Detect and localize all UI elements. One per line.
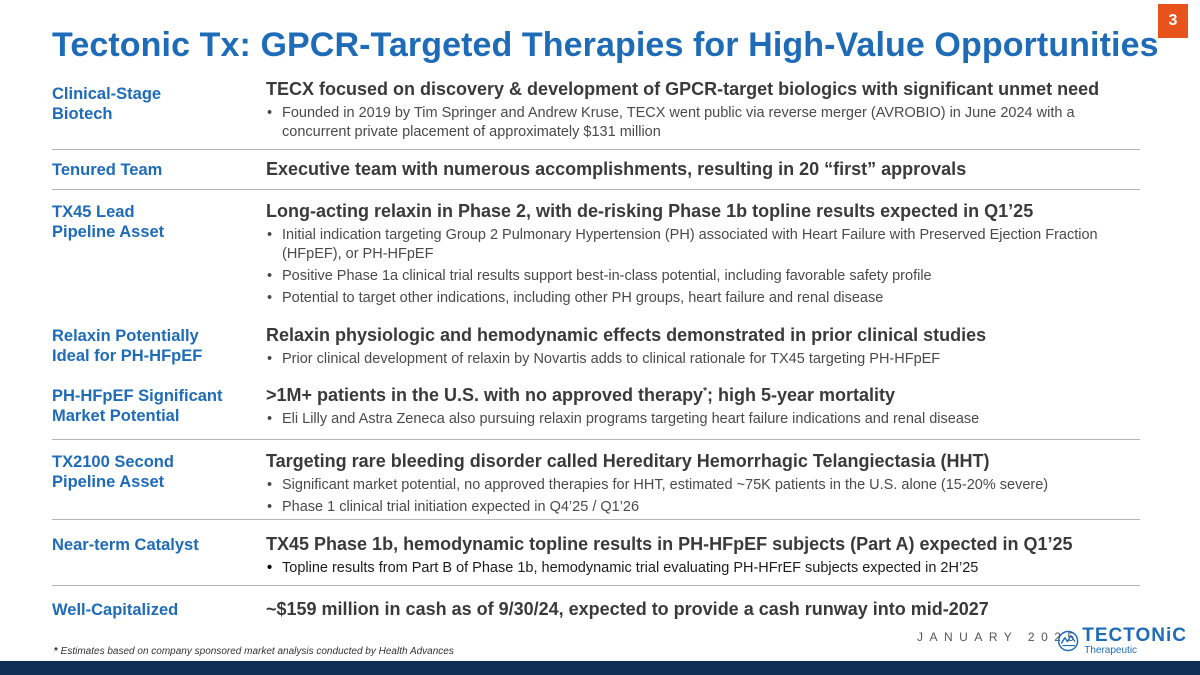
headline-text: >1M+ patients in the U.S. with no approved therapy xyxy=(266,385,704,405)
row-label-line: TX2100 Second xyxy=(52,453,174,471)
row-tx45-lead xyxy=(52,190,1140,324)
bottom-bar xyxy=(0,661,1200,675)
content-table xyxy=(52,78,1140,630)
footnote xyxy=(54,646,454,657)
row-content xyxy=(266,200,1140,324)
row-label-line: Clinical-Stage xyxy=(52,85,162,103)
slide-title: Tectonic Tx: GPCR-Targeted Therapies for High-Value Opportunities xyxy=(52,26,1159,64)
bullet-item: • Topline results from Part B of Phase 1b, hemodynamic trial evaluating PH-HFrEF subjects expected in 2H’25 xyxy=(266,559,1140,578)
row-label-line: Pipeline Asset xyxy=(52,223,165,241)
tectonic-logo-icon xyxy=(1057,624,1079,658)
row-headline: Executive team with numerous accomplishments, resulting in 20 “first” approvals xyxy=(266,159,967,179)
row-near-term-catalyst xyxy=(52,520,1140,586)
bullet-item: • Initial indication targeting Group 2 Pulmonary Hypertension (PH) associated with Heart Failure with Preserved Ejection Fraction (HFpEF), or PH-HFpEF xyxy=(266,226,1140,264)
row-headline: ~$159 million in cash as of 9/30/24, expected to provide a cash runway into mid-2027 xyxy=(266,599,989,619)
bullet-list xyxy=(266,350,1140,369)
bullet-item: • Eli Lilly and Astra Zeneca also pursuing relaxin programs targeting heart failure indications and renal disease xyxy=(266,410,1140,429)
bullet-list xyxy=(266,104,1140,142)
row-label-line: Market Potential xyxy=(52,407,180,425)
row-tx2100 xyxy=(52,440,1140,520)
row-label: Well-Capitalized xyxy=(52,601,179,619)
bullet-item: • Prior clinical development of relaxin by Novartis adds to clinical rationale for TX45 targeting PH-HFpEF xyxy=(266,350,1140,369)
row-relaxin-ideal xyxy=(52,324,1140,384)
bullet-item: • Phase 1 clinical trial initiation expected in Q4’25 / Q1’26 xyxy=(266,498,1140,517)
row-label: Near-term Catalyst xyxy=(52,536,199,554)
row-label-line: TX45 Lead xyxy=(52,203,135,221)
row-headline: Long-acting relaxin in Phase 2, with de-risking Phase 1b topline results expected in Q1’25 xyxy=(266,201,1034,221)
row-headline: TX45 Phase 1b, hemodynamic topline results in PH-HFpEF subjects (Part A) expected in Q1’25 xyxy=(266,534,1073,554)
row-label xyxy=(52,200,266,324)
row-market-potential xyxy=(52,384,1140,440)
row-content xyxy=(266,598,1140,630)
row-content xyxy=(266,533,1140,586)
row-label xyxy=(52,450,266,520)
logo-name: TECTONiC xyxy=(1082,625,1187,646)
row-label xyxy=(52,384,266,440)
row-headline: Relaxin physiologic and hemodynamic effects demonstrated in prior clinical studies xyxy=(266,325,987,345)
headline-text: ; high 5-year mortality xyxy=(706,385,896,405)
bullet-list xyxy=(266,476,1140,517)
row-content xyxy=(266,158,1140,190)
date-stamp: JANUARY 2025 xyxy=(917,630,1081,644)
row-label xyxy=(52,324,266,384)
footnote-star: * xyxy=(54,646,58,657)
row-headline: Targeting rare bleeding disorder called Hereditary Hemorrhagic Telangiectasia (HHT) xyxy=(266,451,990,471)
footnote-text: Estimates based on company sponsored market analysis conducted by Health Advances xyxy=(57,646,454,657)
bullet-item: • Positive Phase 1a clinical trial results support best-in-class potential, including favorable safety profile xyxy=(266,267,1140,286)
footnote-marker: * xyxy=(703,386,707,397)
row-tenured-team xyxy=(52,150,1140,190)
row-content xyxy=(266,78,1140,150)
row-headline xyxy=(266,384,1140,406)
bullet-item: • Founded in 2019 by Tim Springer and Andrew Kruse, TECX went public via reverse merger (AVROBIO) in June 2024 with a concurrent private placement of approximately $131 million xyxy=(266,104,1140,142)
row-clinical-stage xyxy=(52,78,1140,150)
row-headline: TECX focused on discovery & development of GPCR-target biologics with significant unmet need xyxy=(266,79,1100,99)
bullet-item: • Significant market potential, no approved therapies for HHT, estimated ~75K patients in the U.S. alone (15-20% severe) xyxy=(266,476,1140,495)
page-number-badge: 3 xyxy=(1158,4,1188,38)
row-label xyxy=(52,78,266,150)
company-logo xyxy=(1057,622,1187,660)
logo-subtitle: Therapeutic xyxy=(1084,645,1138,656)
row-label: Tenured Team xyxy=(52,161,163,179)
row-content xyxy=(266,450,1140,520)
row-well-capitalized xyxy=(52,586,1140,630)
row-content xyxy=(266,384,1140,440)
logo-wordmark xyxy=(1082,626,1187,656)
row-content xyxy=(266,324,1140,384)
bullet-list xyxy=(266,410,1140,429)
bullet-list xyxy=(266,559,1140,578)
row-label-line: Ideal for PH-HFpEF xyxy=(52,347,203,365)
bullet-list xyxy=(266,226,1140,308)
row-label-line: Biotech xyxy=(52,105,113,123)
bullet-item: • Potential to target other indications, including other PH groups, heart failure and renal disease xyxy=(266,289,1140,308)
row-label-line: Relaxin Potentially xyxy=(52,327,199,345)
row-label-line: PH-HFpEF Significant xyxy=(52,387,223,405)
row-label-line: Pipeline Asset xyxy=(52,473,165,491)
